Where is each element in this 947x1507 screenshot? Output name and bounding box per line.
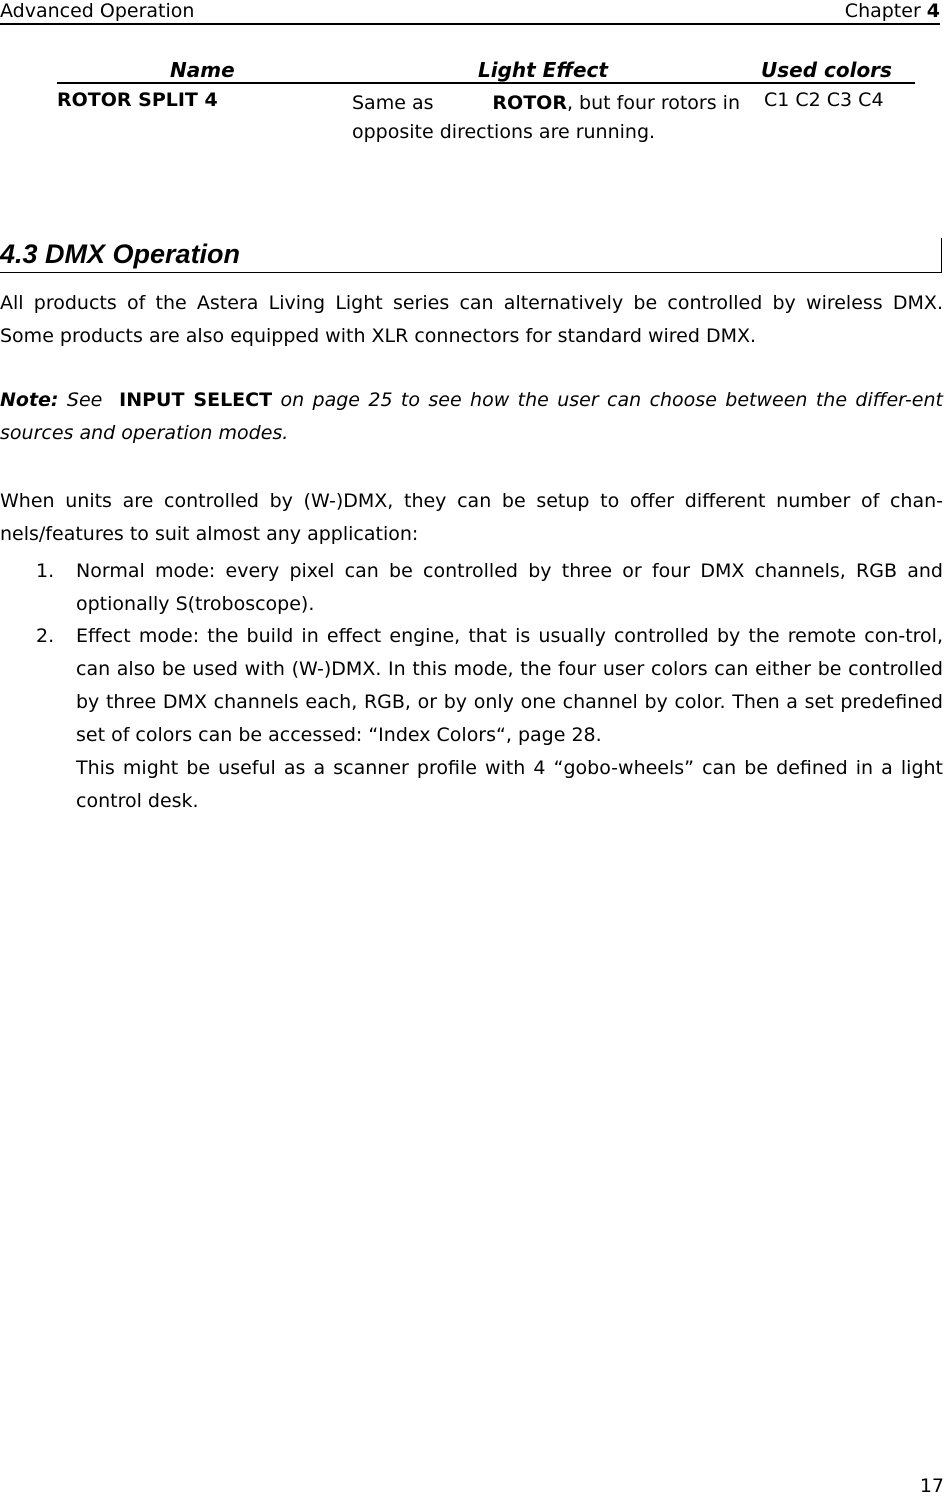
list-number: 2. [36,625,55,647]
note-rest: on page 25 to see how the user can choose between the differ-ent sources and operation modes. [0,389,943,444]
header-rule [0,23,940,25]
chapter-label: Chapter [844,0,921,22]
chapter-number: 4 [926,0,940,22]
list-continuation: This might be useful as a scanner profile with 4 “gobo-wheels” can be defined in a light control desk. [76,757,943,812]
effect-bold-term: ROTOR [492,92,567,114]
section-heading: 4.3 DMX Operation [0,239,241,269]
section-heading-bar [941,238,942,273]
note-see: See [66,389,103,411]
table-cell-used-colors: C1 C2 C3 C4 [764,89,884,111]
effect-pre: Same as [352,92,434,114]
note-reference: INPUT SELECT [119,389,273,411]
list-number: 1. [36,560,55,582]
page-number: 17 [919,1475,944,1497]
running-header-title: Advanced Operation [0,0,195,22]
intro-paragraph: All products of the Astera Living Light series can alternatively be controlled by wireless DMX. Some products are also equipped with XLR connectors for standard wired DMX. [0,292,943,347]
table-header-light-effect: Light Effect [478,58,608,82]
note-label: Note: [0,389,59,411]
table-header-used-colors: Used colors [761,58,892,82]
wdmx-paragraph: When units are controlled by (W-)DMX, they can be setup to offer different number of chan-nels/features to suit almost any application: [0,490,943,545]
effect-line-1 [352,89,740,118]
list-text: Normal mode: every pixel can be controlled by three or four DMX channels, RGB and optionally S(troboscope). [76,560,943,615]
running-header-chapter [845,0,940,22]
table-header-rule [57,82,915,84]
table-header-name: Name [170,58,235,82]
table-cell-light-effect [352,89,740,147]
table-cell-name: ROTOR SPLIT 4 [57,89,218,111]
effect-line-2: opposite directions are running. [352,121,656,143]
effect-post: , but four rotors in [566,92,740,114]
list-text: Effect mode: the build in effect engine, that is usually controlled by the remote con-trol, can also be used with (W-)DMX. In this mode, the four user colors can either be controlled by three DMX channels each, RGB, or by only one channel by color. Then a set predefined set of colors can be accessed: “Index Colors“, page 28. [76,625,943,746]
note-paragraph [0,384,943,450]
section-heading-rule [0,272,941,273]
